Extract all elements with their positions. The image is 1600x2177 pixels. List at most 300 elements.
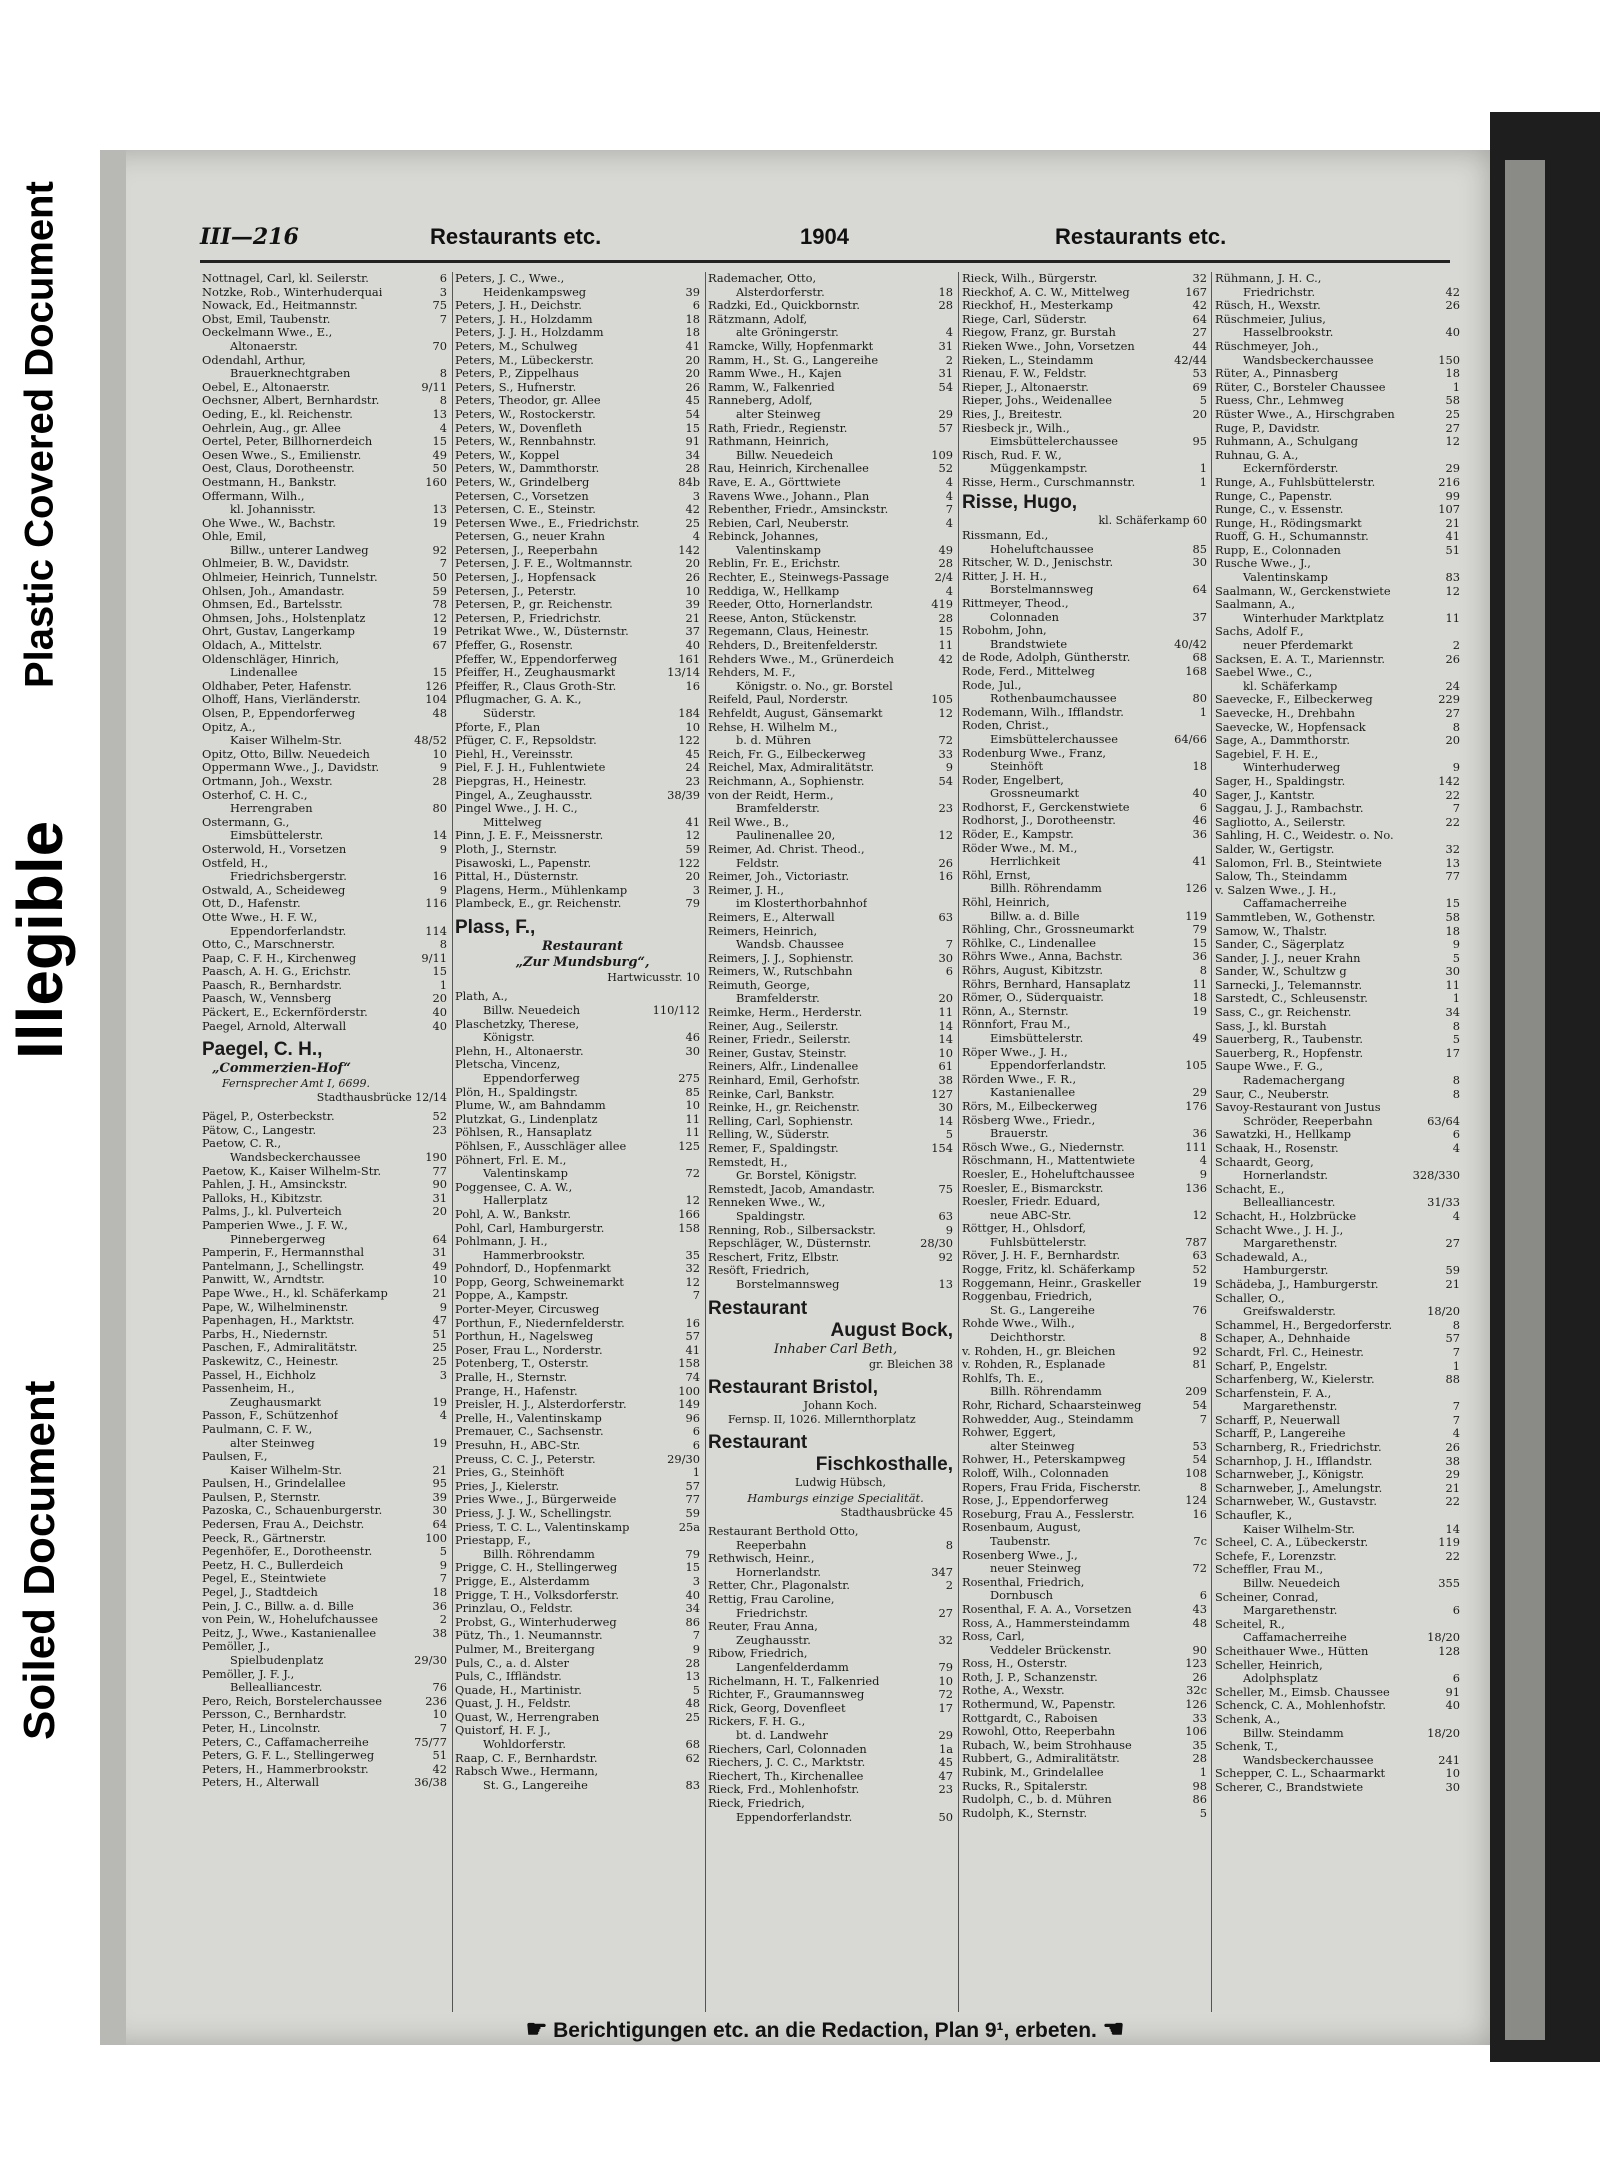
directory-entry — [202, 1437, 447, 1451]
entry-number — [443, 789, 447, 803]
directory-entry — [962, 733, 1207, 747]
entry-name-address: Sass, C., gr. Reichenstr. — [1215, 1006, 1352, 1020]
directory-entry — [202, 952, 447, 966]
directory-entry — [455, 394, 700, 408]
entry-name-address: Peters, J. C., Wwe., — [455, 272, 565, 285]
entry-number: 6 — [1199, 1588, 1207, 1603]
entry-number: 1 — [1199, 704, 1207, 719]
directory-entry — [708, 992, 953, 1006]
entry-number: 38 — [938, 1073, 953, 1088]
entry-name-address: Greifswalderstr. — [1243, 1305, 1336, 1319]
directory-entry — [708, 381, 953, 395]
directory-entry — [962, 1413, 1207, 1427]
entry-number: 42 — [1192, 298, 1207, 313]
directory-entry — [202, 680, 447, 694]
entry-number: 26 — [1445, 298, 1460, 313]
directory-entry — [962, 1807, 1207, 1821]
entry-number — [949, 897, 953, 911]
entry-name-address: v. Rohden, H., gr. Bleichen — [962, 1344, 1116, 1358]
entry-number — [696, 1018, 700, 1032]
entry-number: 28/30 — [920, 1236, 953, 1251]
entry-name-address: Rehders, D., Breitenfelderstr. — [708, 639, 878, 653]
entry-name-address: Rösch Wwe., G., Niedernstr. — [962, 1140, 1125, 1154]
directory-entry — [962, 1236, 1207, 1250]
entry-name-address: Schammel, H., Bergedorferstr. — [1215, 1318, 1393, 1332]
entry-name-address: Rieper, Johs., Weidenallee — [962, 394, 1112, 408]
directory-entry — [202, 938, 447, 952]
entry-name-address: Passenheim, H., — [202, 1382, 295, 1396]
directory-entry — [1215, 503, 1460, 517]
entry-number: 106 — [1185, 1724, 1207, 1739]
entry-number: 23 — [938, 801, 953, 816]
directory-entry — [202, 625, 447, 639]
entry-name-address: Rieper, J., Altonaerstr. — [962, 380, 1089, 394]
entry-name-address: Altonaerstr. — [230, 339, 298, 353]
directory-entry — [708, 707, 953, 721]
directory-entry — [202, 897, 447, 911]
entry-name-address: Risse, Herm., Curschmannstr. — [962, 475, 1136, 489]
entry-number: 21 — [1445, 1480, 1460, 1495]
directory-entry — [708, 1661, 953, 1675]
entry-name-address: Paap, C. F. H., Kirchenweg — [202, 951, 357, 965]
directory-entry — [455, 503, 700, 517]
entry-number: 7 — [439, 311, 447, 326]
entry-name-address: Veddeler Brückenstr. — [990, 1643, 1112, 1657]
entry-name-address: Rüster Wwe., A., Hirschgraben — [1215, 407, 1395, 421]
directory-entry — [708, 857, 953, 871]
entry-name-address: Schadewald, A., — [1215, 1250, 1308, 1264]
entry-number: 61 — [938, 1059, 953, 1074]
entry-name-address: Roesler, E., Hoheluftchaussee — [962, 1167, 1135, 1181]
entry-number: 23 — [938, 1782, 953, 1797]
entry-name-address: Rebien, Carl, Neuberstr. — [708, 516, 850, 530]
directory-entry — [1215, 340, 1460, 354]
entry-number: 6 — [692, 298, 700, 313]
directory-entry — [1215, 286, 1460, 300]
directory-entry — [455, 557, 700, 571]
entry-number — [1203, 1549, 1207, 1563]
entry-name-address: Röver, J. H. F., Bernhardstr. — [962, 1249, 1121, 1263]
entry-number: 30 — [938, 1100, 953, 1115]
entry-name-address: Röder Wwe., M. M., — [962, 841, 1078, 855]
entry-name-address: Rubach, W., beim Strohhause — [962, 1738, 1132, 1752]
entry-number: 7 — [1452, 1412, 1460, 1427]
directory-entry — [202, 965, 447, 979]
directory-entry — [708, 1033, 953, 1047]
directory-entry — [962, 1535, 1207, 1549]
directory-entry — [708, 938, 953, 952]
ad-line: Fernsprecher Amt I, 6699. — [222, 1077, 370, 1091]
entry-number: 49 — [432, 447, 447, 462]
entry-number: 123 — [1185, 1656, 1207, 1671]
entry-number: 76 — [1192, 1302, 1207, 1317]
entry-name-address: Röhling, Chr., Grossneumarkt — [962, 923, 1135, 937]
entry-name-address: Piepgras, H., Heinestr. — [455, 774, 587, 788]
directory-entry — [1215, 557, 1460, 571]
entry-name-address: Rieken, L., Steindamm — [962, 353, 1094, 367]
ad-line: Johann Koch. — [803, 1399, 878, 1413]
entry-name-address: Roggenbau, Friedrich, — [962, 1290, 1093, 1304]
entry-name-address: Rodenburg Wwe., Franz, — [962, 746, 1106, 760]
entry-name-address: Pamperin, F., Hermannsthal — [202, 1246, 365, 1260]
directory-entry — [708, 1183, 953, 1197]
entry-number — [1203, 1372, 1207, 1386]
entry-name-address: Pflugmacher, G. A. K., — [455, 693, 582, 707]
directory-entry — [708, 476, 953, 490]
directory-entry — [708, 1783, 953, 1797]
entry-name-address: Peters, G. F. L., Stellingerweg — [202, 1749, 375, 1763]
entry-number: 48/52 — [414, 733, 447, 748]
entry-name-address: Pägel, P., Osterbeckstr. — [202, 1110, 335, 1124]
entry-name-address: Scharf, P., Engelstr. — [1215, 1359, 1328, 1373]
entry-name-address: Pegenhöfer, E., Dorotheenstr. — [202, 1545, 373, 1559]
entry-number: 64 — [432, 1231, 447, 1246]
entry-number: 18 — [685, 311, 700, 326]
directory-entry — [202, 326, 447, 340]
entry-number: 10 — [432, 746, 447, 761]
entry-name-address: Plön, H., Spaldingstr. — [455, 1085, 578, 1099]
entry-name-address: Pfeiffer, H., Zeughausmarkt — [455, 666, 616, 680]
directory-entry — [1215, 1332, 1460, 1346]
entry-number: 31 — [938, 366, 953, 381]
directory-entry — [962, 611, 1207, 625]
entry-number: 70 — [432, 338, 447, 353]
entry-number: 20 — [938, 991, 953, 1006]
directory-entry — [962, 1100, 1207, 1114]
directory-entry — [455, 1493, 700, 1507]
entry-number — [696, 1724, 700, 1738]
entry-name-address: kl. Johannisstr. — [230, 503, 316, 517]
entry-number: 28 — [938, 298, 953, 313]
directory-entry — [962, 394, 1207, 408]
entry-number: 92 — [432, 542, 447, 557]
entry-number: 12 — [685, 1274, 700, 1289]
directory-entry — [962, 896, 1207, 910]
entry-name-address: Ramm, H., St. G., Langereihe — [708, 353, 879, 367]
entry-name-address: Grossneumarkt — [990, 787, 1080, 801]
directory-entry — [1215, 1292, 1460, 1306]
directory-entry — [1215, 1142, 1460, 1156]
entry-number: 11 — [1192, 976, 1207, 991]
directory-entry — [708, 1647, 953, 1661]
directory-entry — [962, 1141, 1207, 1155]
entry-number: 21 — [432, 1285, 447, 1300]
directory-entry — [455, 1724, 700, 1738]
directory-entry — [202, 1260, 447, 1274]
footer-text: Berichtigungen etc. an die Redaction, Plan 9¹, erbeten. — [553, 2019, 1097, 2042]
directory-entry — [455, 639, 700, 653]
entry-name-address: Rettig, Frau Caroline, — [708, 1593, 835, 1606]
entry-name-address: Pfeffer, G., Rosenstr. — [455, 639, 574, 653]
directory-entry — [1215, 367, 1460, 381]
entry-name-address: Riege, Carl, Süderstr. — [962, 312, 1087, 326]
entry-number: 149 — [678, 1397, 700, 1412]
directory-entry — [202, 394, 447, 408]
directory-entry — [708, 367, 953, 381]
entry-number: 10 — [432, 1707, 447, 1722]
entry-name-address: Sander, J. J., neuer Krahn — [1215, 951, 1361, 965]
advertisement-august-bock — [708, 1298, 953, 1372]
directory-entry — [1215, 1577, 1460, 1591]
entry-number — [1203, 1426, 1207, 1440]
entry-number: 122 — [678, 855, 700, 870]
advertisement-bristol — [708, 1377, 953, 1426]
entry-name-address: Rebinck, Johannes, — [708, 530, 819, 544]
directory-entry — [455, 1779, 700, 1793]
entry-number: 13/14 — [667, 665, 700, 680]
directory-entry — [202, 557, 447, 571]
entry-number: 154 — [931, 1141, 953, 1155]
entry-number: 105 — [931, 692, 953, 707]
ad-line: Hartwicusstr. 10 — [607, 970, 700, 984]
directory-entry — [708, 979, 953, 993]
entry-name-address: Ritter, J. H. H., — [962, 569, 1047, 583]
directory-entry — [202, 272, 447, 286]
entry-name-address: Riesbeck jr., Wilh., — [962, 421, 1070, 435]
entry-name-address: Ohle, Emil, — [202, 530, 267, 544]
entry-name-address: Ruess, Chr., Lehmweg — [1215, 394, 1344, 408]
directory-entry — [1215, 1727, 1460, 1741]
ad-title: Paegel, C. H., — [202, 1039, 323, 1061]
entry-name-address: Scharfenberg, W., Kielerstr. — [1215, 1373, 1375, 1387]
directory-entry — [1215, 992, 1460, 1006]
entry-name-address: Peters, M., Lübeckerstr. — [455, 353, 594, 367]
entry-name-address: Saalmann, W., Gerckenstwiete — [1215, 584, 1391, 598]
directory-entry — [1215, 761, 1460, 775]
directory-entry — [962, 583, 1207, 597]
entry-number: 34 — [685, 447, 700, 462]
entry-name-address: Schaller, O., — [1215, 1291, 1285, 1305]
entry-name-address: Reiner, Aug., Seilerstr. — [708, 1019, 839, 1033]
directory-entry — [455, 1765, 700, 1779]
entry-name-address: Rehders Wwe., M., Grünerdeich — [708, 652, 894, 666]
directory-entry — [1215, 1169, 1460, 1183]
entry-number: 40 — [685, 638, 700, 653]
entry-name-address: Scharnberg, R., Friedrichstr. — [1215, 1441, 1382, 1455]
entry-name-address: Scherer, C., Brandstwiete — [1215, 1780, 1364, 1794]
entry-number: 51 — [432, 1326, 447, 1341]
entry-name-address: Eimsbüttelerchaussee — [990, 732, 1118, 746]
entry-number: 7 — [945, 937, 953, 952]
entry-name-address: alter Steinweg — [736, 407, 821, 421]
entry-number: 8 — [439, 393, 447, 408]
directory-entry — [202, 843, 447, 857]
directory-entry — [1215, 1224, 1460, 1238]
directory-entry — [708, 911, 953, 925]
directory-entry — [962, 692, 1207, 706]
entry-number: 7 — [692, 1288, 700, 1303]
entry-number — [696, 272, 700, 286]
entry-name-address: Passon, F., Schützenhof — [202, 1409, 338, 1423]
entry-name-address: Popp, Georg, Schweinemarkt — [455, 1275, 624, 1289]
directory-entry — [1215, 612, 1460, 626]
directory-entry — [708, 544, 953, 558]
entry-name-address: Puls, C., a. d. Alster — [455, 1656, 569, 1670]
entry-name-address: von Pein, W., Hohelufchaussee — [202, 1613, 379, 1627]
entry-number: 14 — [938, 1032, 953, 1047]
entry-name-address: Oehrlein, Aug., gr. Allee — [202, 421, 341, 435]
entry-number: 6 — [692, 1424, 700, 1439]
directory-entry — [1215, 1740, 1460, 1754]
entry-number: 142 — [678, 542, 700, 557]
directory-entry — [962, 719, 1207, 733]
entry-number: 167 — [1185, 284, 1207, 299]
directory-entry — [708, 286, 953, 300]
entry-name-address: Röhrs Wwe., Anna, Bachstr. — [962, 950, 1123, 964]
entry-number — [1456, 1224, 1460, 1238]
entry-name-address: v. Salzen Wwe., J. H., — [1215, 883, 1337, 897]
directory-entry — [708, 1156, 953, 1170]
directory-entry — [202, 1640, 447, 1654]
entry-number: 33 — [938, 746, 953, 761]
directory-entry — [1215, 1183, 1460, 1197]
entry-number: 110/112 — [652, 1003, 700, 1017]
directory-entry — [962, 991, 1207, 1005]
directory-entry — [962, 556, 1207, 570]
directory-entry — [202, 721, 447, 735]
entry-name-address: Schaak, H., Rosenstr. — [1215, 1142, 1339, 1155]
entry-name-address: Puls, C., Iffländstr. — [455, 1670, 562, 1684]
entry-name-address: Deichthorstr. — [990, 1331, 1066, 1345]
directory-entry — [1215, 1264, 1460, 1278]
entry-name-address: Premauer, C., Sachsenstr. — [455, 1425, 604, 1439]
directory-entry — [1215, 598, 1460, 612]
entry-number — [696, 1303, 700, 1317]
entry-name-address: Rönnfort, Frau M., — [962, 1018, 1071, 1032]
entry-number: 88 — [1445, 1372, 1460, 1387]
directory-entry — [962, 381, 1207, 395]
entry-name-address: Rieck, Wilh., Bürgerstr. — [962, 272, 1098, 285]
directory-entry — [708, 1811, 953, 1825]
directory-entry — [962, 1127, 1207, 1141]
entry-number: 184 — [678, 706, 700, 720]
directory-entry — [962, 1589, 1207, 1603]
entry-number: 18 — [685, 325, 700, 340]
entry-name-address: Rothermund, W., Papenstr. — [962, 1698, 1116, 1712]
entry-name-address: Wandsbeckerchaussee — [1243, 353, 1374, 367]
directory-entry — [202, 925, 447, 939]
entry-number: 3 — [439, 1367, 447, 1382]
entry-name-address: Poser, Frau L., Norderstr. — [455, 1343, 603, 1357]
entry-name-address: alter Steinweg — [230, 1436, 315, 1450]
entry-number: 40 — [1445, 325, 1460, 340]
entry-name-address: Porthun, H., Nagelsweg — [455, 1330, 594, 1344]
entry-name-address: Plaschetzky, Therese, — [455, 1017, 580, 1031]
directory-entry — [455, 1657, 700, 1671]
directory-entry — [1215, 1441, 1460, 1455]
entry-name-address: Brauerstr. — [990, 1127, 1049, 1141]
directory-entry — [708, 326, 953, 340]
entry-name-address: Richelmann, H. T., Falkenried — [708, 1674, 880, 1688]
entry-name-address: Paulsen, F., — [202, 1450, 268, 1464]
directory-entry — [202, 1273, 447, 1287]
directory-entry — [1215, 1604, 1460, 1618]
directory-entry — [202, 653, 447, 667]
entry-name-address: neue ABC-Str. — [990, 1208, 1072, 1222]
directory-entry — [1215, 394, 1460, 408]
entry-name-address: Risch, Rud. F. W., — [962, 448, 1062, 462]
entry-number: 9/11 — [421, 379, 447, 394]
directory-entry — [202, 1233, 447, 1247]
entry-name-address: Reichel, Max, Admiralitätstr. — [708, 761, 875, 775]
directory-entry — [455, 693, 700, 707]
entry-number: 136 — [1185, 1180, 1207, 1195]
entry-name-address: Röttger, H., Ohlsdorf, — [962, 1222, 1087, 1236]
entry-name-address: Sagliotto, A., Seilerstr. — [1215, 815, 1346, 829]
entry-number: 32 — [938, 1632, 953, 1647]
entry-number: 787 — [1185, 1234, 1207, 1249]
entry-number: 26 — [685, 379, 700, 394]
entry-number: 38/39 — [667, 787, 700, 802]
entry-number: 5 — [1199, 1805, 1207, 1820]
entry-number: 209 — [1185, 1384, 1207, 1399]
directory-entry — [455, 1031, 700, 1045]
entry-number: 36 — [1192, 1126, 1207, 1141]
entry-number: 13 — [432, 502, 447, 517]
entry-number: 52 — [938, 461, 953, 476]
directory-entry — [1215, 1060, 1460, 1074]
entry-number: 22 — [1445, 787, 1460, 802]
entry-name-address: Radzki, Ed., Quickbornstr. — [708, 299, 860, 313]
entry-number: 39 — [685, 597, 700, 612]
directory-entry — [1215, 1563, 1460, 1577]
directory-entry — [1215, 843, 1460, 857]
entry-number: 2 — [945, 352, 953, 367]
entry-name-address: Petersen, J., Reeperbahn — [455, 543, 598, 557]
entry-number: 11 — [1445, 610, 1460, 625]
ad-line: gr. Bleichen 38 — [868, 1357, 953, 1371]
directory-entry — [708, 598, 953, 612]
entry-name-address: Rüschmeier, Julius, — [1215, 312, 1326, 326]
entry-name-address: Zeughausmarkt — [230, 1395, 322, 1409]
entry-number: 8 — [1452, 1086, 1460, 1101]
directory-entry — [708, 1128, 953, 1142]
entry-name-address: Plehn, H., Altonaerstr. — [455, 1044, 584, 1058]
directory-entry — [202, 816, 447, 830]
entry-number — [949, 816, 953, 830]
directory-entry — [708, 1060, 953, 1074]
directory-entry — [202, 979, 447, 993]
entry-number: 142 — [1438, 773, 1460, 788]
entry-number: 40 — [432, 1018, 447, 1033]
directory-entry — [708, 462, 953, 476]
directory-entry — [202, 992, 447, 1006]
directory-entry — [708, 1634, 953, 1648]
entry-number: 52 — [1192, 1262, 1207, 1277]
directory-entry — [202, 666, 447, 680]
directory-entry — [708, 571, 953, 585]
entry-name-address: Scharff, P., Langereihe — [1215, 1427, 1346, 1441]
directory-entry — [455, 1045, 700, 1059]
entry-name-address: Oldenschläger, Hinrich, — [202, 652, 340, 666]
entry-number: 20 — [1445, 733, 1460, 748]
directory-entry — [708, 1770, 953, 1784]
directory-entry — [455, 272, 700, 286]
entry-name-address: Rathmann, Heinrich, — [708, 435, 830, 449]
entry-number: 63 — [938, 909, 953, 924]
entry-number: 42 — [1445, 284, 1460, 299]
entry-name-address: Pries, G., Steinhöft — [455, 1466, 565, 1480]
entry-name-address: Pemöller, J., — [202, 1640, 270, 1654]
entry-number: 50 — [938, 1809, 953, 1824]
entry-name-address: Feldstr. — [736, 856, 780, 870]
entry-name-address: Saupe Wwe., F. G., — [1215, 1060, 1323, 1074]
directory-entry — [708, 1074, 953, 1088]
entry-name-address: Röhl, Ernst, — [962, 868, 1031, 882]
entry-number: 12 — [685, 1193, 700, 1208]
directory-entry — [202, 1491, 447, 1505]
entry-name-address: Paulsen, H., Grindelallee — [202, 1477, 346, 1491]
